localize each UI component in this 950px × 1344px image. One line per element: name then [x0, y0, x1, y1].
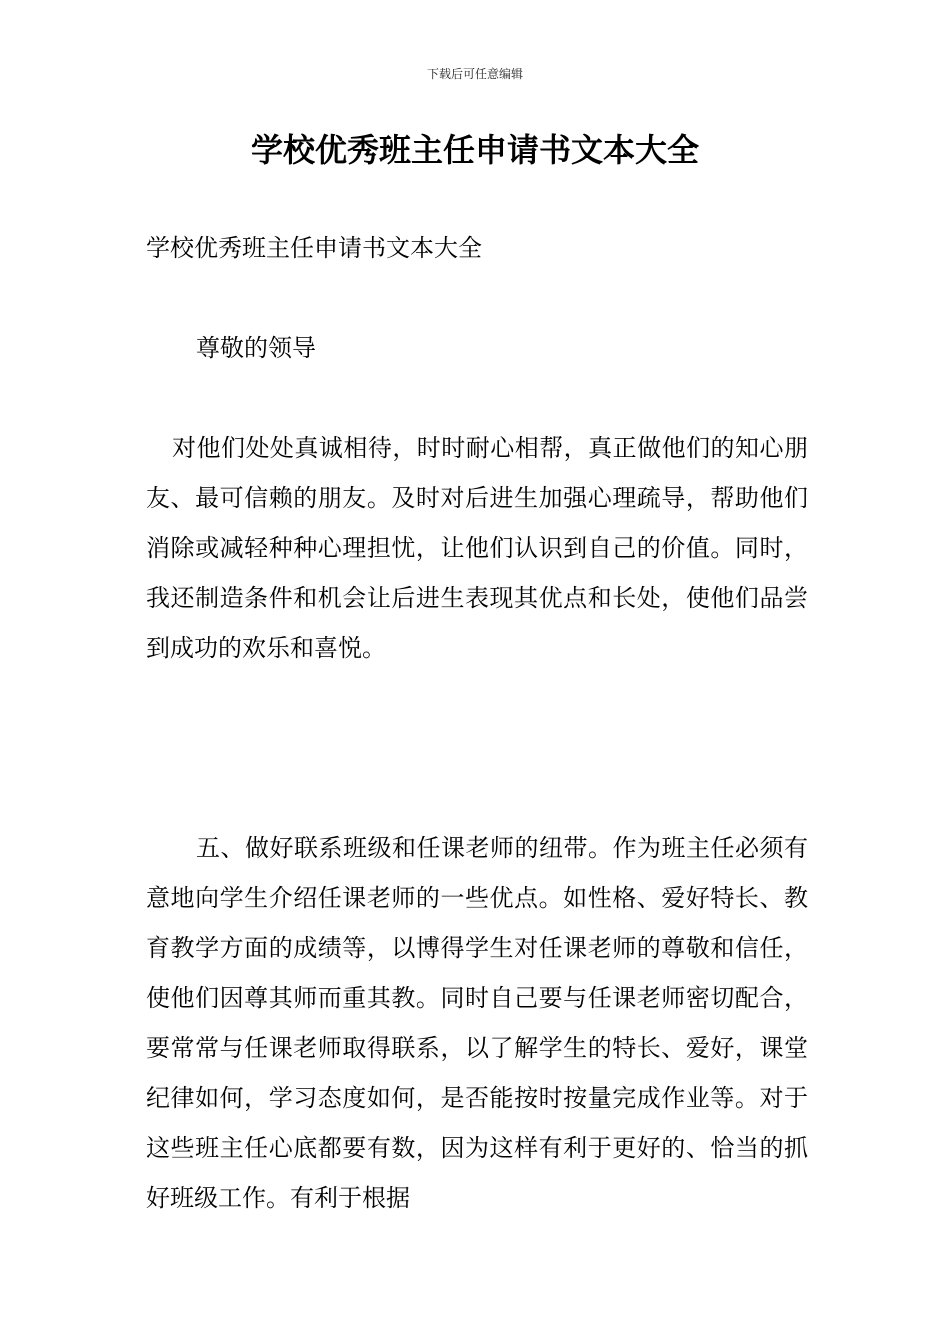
- paragraph-1: 对他们处处真诚相待，时时耐心相帮，真正做他们的知心朋友、最可信赖的朋友。及时对后进生加强心理疏导，帮助他们消除或减轻种种心理担忧，让他们认识到自己的价值。同时，我还制造条件和机会让后进生表现其优点和长处，使他们品尝到成功的欢乐和喜悦。: [146, 434, 808, 662]
- paragraph-2: 五、做好联系班级和任课老师的纽带。作为班主任必须有意地向学生介绍任课老师的一些优点。如性格、爱好特长、教育教学方面的成绩等，以博得学生对任课老师的尊敬和信任，使他们因尊其师而重其教。同时自己要与任课老师密切配合，要常常与任课老师取得联系，以了解学生的特长、爱好，课堂纪律如何，学习态度如何，是否能按时按量完成作业等。对于这些班主任心底都要有数，因为这样有利于更好的、恰当的抓好班级工作。有利于根据: [146, 834, 808, 1212]
- header-note: 下载后可任意编辑: [426, 67, 523, 81]
- document-subtitle: 学校优秀班主任申请书文本大全: [146, 234, 482, 262]
- document-title: 学校优秀班主任申请书文本大全: [250, 131, 699, 169]
- salutation: 尊敬的领导: [196, 334, 316, 362]
